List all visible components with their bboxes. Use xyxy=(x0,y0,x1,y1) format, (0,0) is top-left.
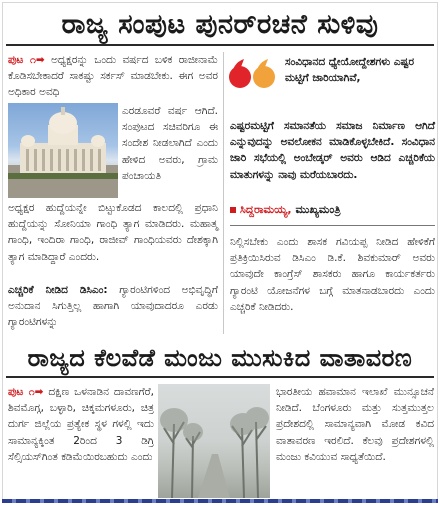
quote-lead: ಸಂವಿಧಾನದ ಧ್ಯೇಯೋದ್ದೇಶಗಳು ಎಷ್ಟರ ಮಟ್ಟಿಗೆ ಜಾರಿಯಾಗಿವೆ, xyxy=(285,56,415,84)
quote-body: ಎಷ್ಟರಮಟ್ಟಿಗೆ ಸಮಾನತೆಯ ಸಮಾಜ ನಿರ್ಮಾಣ ಆಗಿದೆ ಎನ್ನುವುದನ್ನು ಅವಲೋಕನ ಮಾಡಿಕೊಳ್ಳಬೇಕಿದೆ. ಸಂವಿಧಾನ ಜಾರಿ ಸಭೆಯಲ್ಲಿ ಅಂಬೇಡ್ಕರ್ ಅವರು ಆಡಿದ ಎಚ್ಚರಿಕೆಯ ಮಾತುಗಳನ್ನು ನಾವು ಮರೆಯಬಾರದು. xyxy=(230,120,435,181)
article1-headline: ರಾಜ್ಯ ಸಂಪುಟ ಪುನರ್‌ರಚನೆ ಸುಳಿವು xyxy=(6,6,434,46)
fog-road-photo xyxy=(158,384,270,498)
article1-subhead: ಎಚ್ಚರಿಕೆ ನೀಡಿದ ಡಿಸಿಎಂ: xyxy=(8,284,108,296)
article1-subsection xyxy=(8,282,218,331)
quote-byline xyxy=(230,203,435,217)
vidhana-soudha-photo xyxy=(8,103,118,198)
quote-rule xyxy=(230,225,435,226)
article1-continued: ನಿಲ್ಲಿಸಬೇಕು ಎಂದು ಶಾಸಕ ಗವಿಯಪ್ಪ ನೀಡಿದ ಹೇಳಿಕೆಗೆ ಪ್ರತಿಕ್ರಿಯಿಸಿರುವ ಡಿಸಿಎಂ ಡಿ.ಕೆ. ಶಿವಕುಮಾರ್ ಅವರು ಯಾವುದೇ ಕಾಂಗ್ರೆಸ್ ಶಾಸಕರು ಹಾಗೂ ಕಾರ್ಯಕರ್ತರು ಗ್ಯಾರಂಟಿ ಯೋಜನೆಗಳ ಬಗ್ಗೆ ಮಾತನಾಡಬಾರದು ಎಂದು ಎಚ್ಚರಿಕೆ ನೀಡಿದರು. xyxy=(230,236,435,313)
page-footer-bar xyxy=(2,499,438,503)
article1-wrap: ಎರಡೂವರೆ ವರ್ಷ ಆಗಿದೆ. ಸಂಪುಟದ ಸಚಿವರಿಗೂ ಈ ಸಂದೇಶ ನೀಡಲಾಗಿದೆ ಎಂದು ಹೇಳಿದ ಅವರು, ಗ್ರಾಮ ಪಂಚಾಯತಿ xyxy=(122,105,218,182)
quote-mark-icon xyxy=(228,57,280,97)
article2-left-text: ದಕ್ಷಿಣ ಒಳನಾಡಿನ ದಾವಣಗೆರೆ, ಶಿವಮೊಗ್ಗ, ಬಳ್ಳಾರಿ, ಚಿಕ್ಕಮಗಳೂರು, ಚಿತ್ರ ದುರ್ಗ ಜಿಲ್ಲೆಯ ಪ್ರತ್ಯೇಕ ಸ್ಥಳ ಗಳಲ್ಲಿ ಇದು ಸಾಮಾನ್ಯಕ್ಕಿಂತ 2ರಿಂದ 3 ಡಿಗ್ರಿ ಸೆಲ್ಸಿಯಸ್‌ಗಿಂತ ಕಡಿಮೆಯಿರಬಹುದು ಎಂದು xyxy=(8,386,154,463)
article1-intro-text: ಅಧ್ಯಕ್ಷರನ್ನು ಒಂದು ವರ್ಷದ ಬಳಿಕ ರಾಜೀನಾಮೆ ಕೊಡಿಸಬೇಕಾದರೆ ಸಾಕಷ್ಟು ಸರ್ಕಸ್ ಮಾಡಬೇಕು. ಈಗ ಅವರ ಅಧಿಕಾರ ಅವಧಿ xyxy=(8,54,218,99)
bullet-square-icon xyxy=(230,207,236,213)
article1-intro xyxy=(8,52,218,101)
column-divider xyxy=(223,52,224,334)
article2-left xyxy=(8,384,154,465)
article2-headline: ರಾಜ್ಯದ ಕೆಲವೆಡೆ ಮಂಜು ಮುಸುಕಿದ ವಾತಾವರಣ xyxy=(6,340,434,378)
article2-right: ಭಾರತೀಯ ಹವಾಮಾನ ಇಲಾಖೆ ಮುನ್ಸೂಚನೆ ನೀಡಿದೆ. ಬೆಂಗಳೂರು ಮತ್ತು ಸುತ್ತಮುತ್ತಲ ಪ್ರದೇಶದಲ್ಲಿ ಸಾಮಾನ್ಯವಾಗಿ ಮೋಡ ಕವಿದ ವಾತಾವರಣ ಇರಲಿದೆ. ಕೆಲವು ಪ್ರದೇಶಗಳಲ್ಲಿ ಮಂಜು ಕವಿಯುವ ಸಾಧ್ಯತೆಯಿದೆ. xyxy=(276,386,434,463)
article1-subhead-body: ಗ್ಯಾರಂಟಿಗಳಿಂದ ಅಭಿವೃದ್ಧಿಗೆ ಅನುದಾನ ಸಿಗುತ್ತಿಲ್ಲ ಹಾಗಾಗಿ ಯಾವುದಾದರೂ ಎರಡು ಗ್ಯಾರಂಟಿಗಳನ್ನು xyxy=(8,284,218,329)
article2-dateline: ಪುಟ ೧➡ xyxy=(8,386,44,398)
quote-speaker: ಸಿದ್ದರಾಮಯ್ಯ, xyxy=(240,203,292,216)
article1-body: ಅಧ್ಯಕ್ಷರ ಹುದ್ದೆಯನ್ನೇ ಬಿಟ್ಟುಕೊಡದ ಕಾಲದಲ್ಲಿ ಪ್ರಧಾನಿ ಹುದ್ದೆಯನ್ನು ಸೋನಿಯಾ ಗಾಂಧಿ ತ್ಯಾಗ ಮಾಡಿದರು. ಮಹಾತ್ಮ ಗಾಂಧಿ, ಇಂದಿರಾ ಗಾಂಧಿ, ರಾಜೀವ್ ಗಾಂಧಿಯವರು ದೇಶಕ್ಕಾಗಿ ತ್ಯಾಗ ಮಾಡಿದ್ದಾರೆ ಎಂದರು. xyxy=(8,202,218,263)
quote-designation: ಮುಖ್ಯಮಂತ್ರಿ xyxy=(295,203,341,216)
article1-dateline: ಪುಟ ೧➡ xyxy=(8,54,45,66)
